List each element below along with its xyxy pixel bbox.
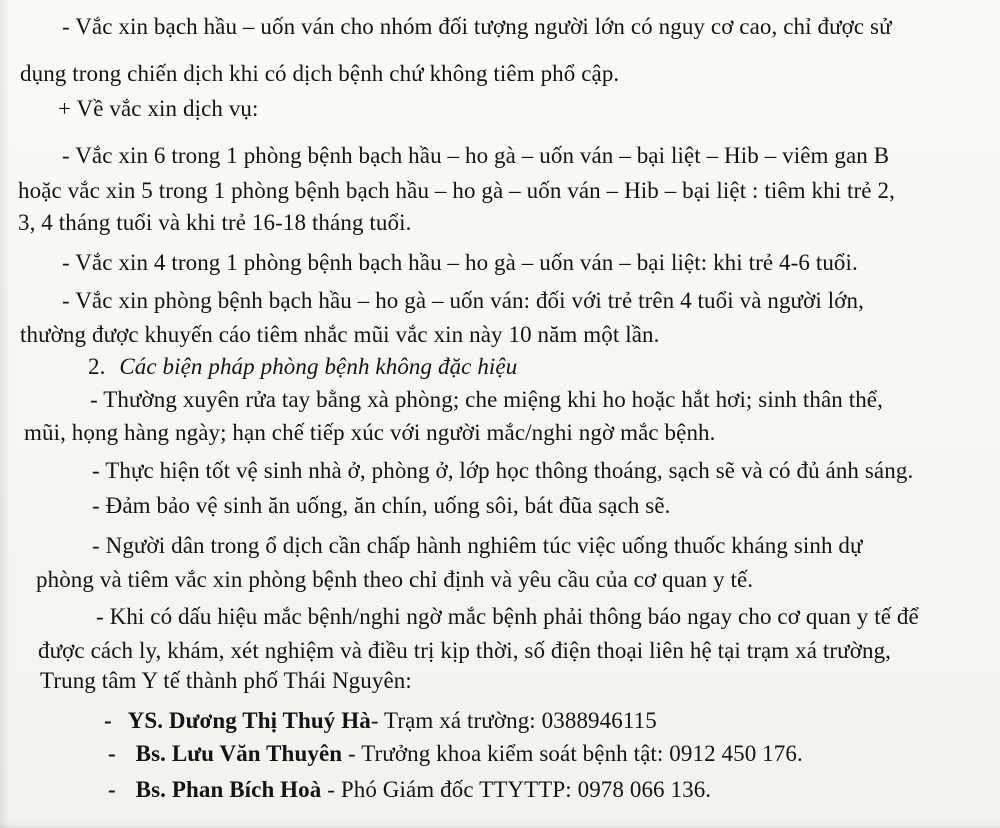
text-line: phòng và tiêm vắc xin phòng bệnh theo chỉ định và yêu cầu của cơ quan y tế.: [36, 567, 754, 592]
text-line: - Khi có dấu hiệu mắc bệnh/nghi ngờ mắc bệnh phải thông báo ngay cho cơ quan y tế để: [96, 604, 919, 629]
contact-detail: - Trạm xá trường: 0388946115: [370, 708, 657, 733]
contact-detail: - Trưởng khoa kiểm soát bệnh tật:: [342, 741, 670, 766]
scan-edge-shadow: [0, 0, 10, 828]
text-line: - Vắc xin 4 trong 1 phòng bệnh bạch hầu – ho gà – uốn ván – bại liệt: khi trẻ 4-6 tuổi.: [62, 250, 858, 275]
text-line: - Thực hiện tốt vệ sinh nhà ở, phòng ở, lớp học thông thoáng, sạch sẽ và có đủ ánh sáng.: [92, 458, 914, 483]
contact-dash: -: [108, 777, 116, 802]
text-line: - Người dân trong ổ dịch cần chấp hành nghiêm túc việc uống thuốc kháng sinh dự: [92, 533, 863, 558]
section-number: 2.: [88, 354, 106, 379]
contact-phone: 0912 450 176.: [669, 741, 803, 766]
text-line: dụng trong chiến dịch khi có dịch bệnh chứ không tiêm phổ cập.: [20, 61, 620, 86]
text-line: Trung tâm Y tế thành phố Thái Nguyên:: [40, 668, 412, 693]
contact-line: [108, 775, 711, 805]
text-line: + Về vắc xin dịch vụ:: [58, 96, 259, 121]
text-line: được cách ly, khám, xét nghiệm và điều trị kịp thời, số điện thoại liên hệ tại trạm xá trường,: [38, 638, 892, 663]
text-line: - Vắc xin phòng bệnh bạch hầu – ho gà – uốn ván: đối với trẻ trên 4 tuổi và người lớn,: [62, 288, 864, 313]
contact-name: Bs. Lưu Văn Thuyên: [135, 741, 343, 766]
text-line: - Vắc xin 6 trong 1 phòng bệnh bạch hầu – ho gà – uốn ván – bại liệt – Hib – viêm gan B: [62, 143, 890, 168]
contact-dash: -: [104, 708, 112, 733]
contact-name: YS. Dương Thị Thuý Hà: [127, 708, 371, 733]
section-title: Các biện pháp phòng bệnh không đặc hiệu: [119, 354, 518, 379]
contact-line: [104, 706, 657, 736]
contact-detail: - Phó Giám đốc TTYTTP: 0978 066 136.: [321, 777, 712, 802]
text-line: - Thường xuyên rửa tay bằng xà phòng; che miệng khi ho hoặc hắt hơi; sinh thân thể,: [90, 387, 883, 412]
text-line: - Vắc xin bạch hầu – uốn ván cho nhóm đối tượng người lớn có nguy cơ cao, chỉ được sử: [62, 14, 892, 39]
contact-dash: -: [108, 741, 116, 766]
contact-name: Bs. Phan Bích Hoà: [135, 777, 322, 802]
scan-bottom-shadow: [0, 822, 1000, 828]
text-line: hoặc vắc xin 5 trong 1 phòng bệnh bạch hầu – ho gà – uốn ván – Hib – bại liệt : tiêm khi trẻ 2,: [18, 178, 895, 203]
text-line: mũi, họng hàng ngày; hạn chế tiếp xúc với người mắc/nghi ngờ mắc bệnh.: [24, 420, 716, 445]
text-line: - Đảm bảo vệ sinh ăn uống, ăn chín, uống sôi, bát đũa sạch sẽ.: [92, 493, 671, 518]
contact-line: [108, 739, 803, 769]
text-line: thường được khuyến cáo tiêm nhắc mũi vắc xin này 10 năm một lần.: [20, 322, 660, 347]
text-line: 3, 4 tháng tuổi và khi trẻ 16-18 tháng tuổi.: [18, 210, 412, 235]
section-heading: [88, 352, 517, 382]
